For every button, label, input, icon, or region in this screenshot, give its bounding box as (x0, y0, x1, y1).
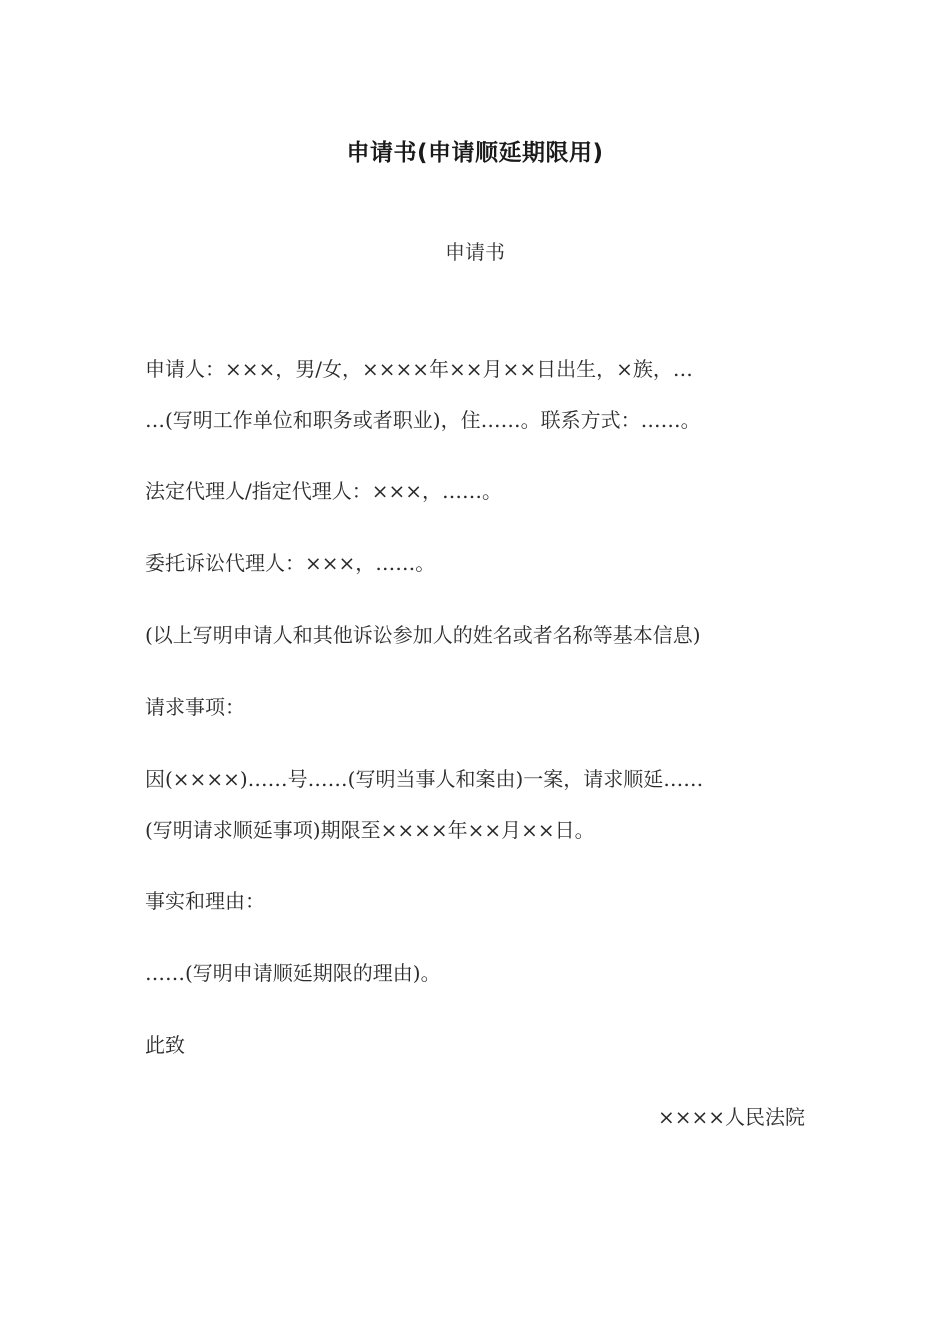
salutation: 此致 (145, 1033, 185, 1057)
claims-line-2: (写明请求顺延事项)期限至××××年××月××日。 (145, 818, 595, 842)
parties-note: (以上写明申请人和其他诉讼参加人的姓名或者名称等基本信息) (145, 623, 701, 647)
claims-paragraph (145, 754, 805, 856)
facts-heading: 事实和理由： (145, 889, 265, 913)
document-title: 申请书(申请顺延期限用) (346, 140, 604, 166)
facts-body: ……(写明申请顺延期限的理由)。 (145, 961, 441, 985)
document-subtitle: 申请书 (445, 240, 505, 264)
applicant-line-1: 申请人：×××，男/女，××××年××月××日出生，×族，… (145, 357, 693, 381)
applicant-paragraph (145, 344, 805, 446)
entrusted-agent-paragraph: 委托诉讼代理人：×××，……。 (145, 551, 436, 575)
court-name: ××××人民法院 (657, 1105, 805, 1129)
applicant-line-2: …(写明工作单位和职务或者职业)，住……。联系方式：……。 (145, 408, 701, 432)
claims-heading: 请求事项： (145, 695, 245, 719)
claims-line-1: 因(××××)……号……(写明当事人和案由)一案，请求顺延…… (145, 767, 704, 791)
legal-agent-paragraph: 法定代理人/指定代理人：×××，……。 (145, 479, 503, 503)
